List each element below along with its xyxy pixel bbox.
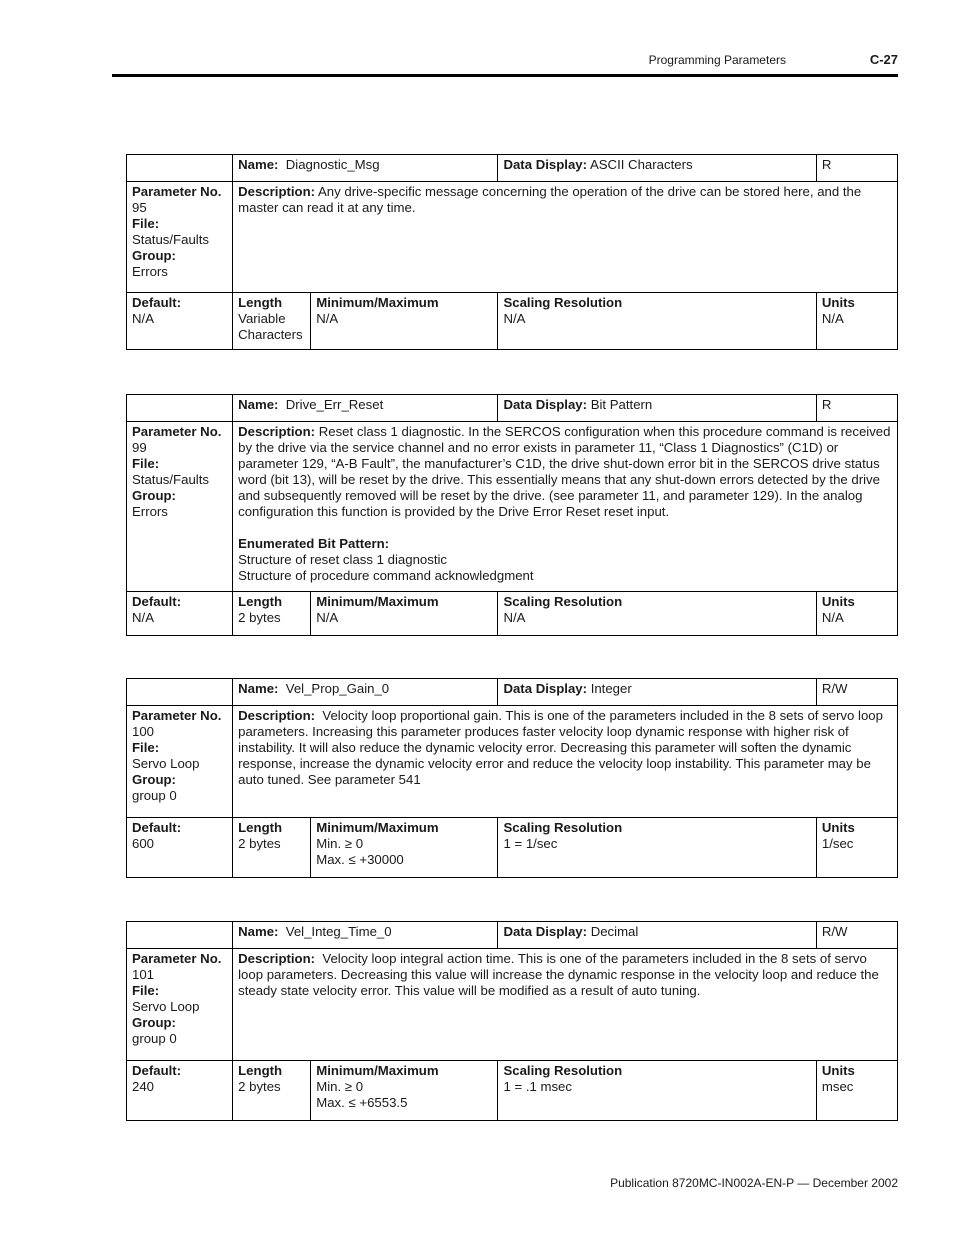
default-label: Default: (132, 820, 182, 835)
scaling-label: Scaling Resolution (503, 820, 623, 835)
scaling-cell (498, 592, 816, 636)
group-label: Group: (132, 248, 176, 263)
default-label: Default: (132, 1063, 182, 1078)
description-cell (233, 949, 898, 1061)
min-max-label: Minimum/Maximum (316, 1063, 439, 1078)
data-display-cell (498, 395, 816, 422)
description-label: Description: (238, 184, 316, 199)
description-cell (233, 706, 898, 818)
data-display-cell (498, 155, 816, 182)
units-cell (816, 1061, 897, 1121)
min-max-cell (311, 592, 498, 636)
default-cell (127, 818, 233, 878)
data-display-value: Decimal (590, 924, 639, 939)
min-max-value: N/A (316, 311, 339, 326)
description-text: Velocity loop proportional gain. This is one of the parameters included in the 8 sets of servo loop parameters. Increasing this parameter produces faster velocity loop dynamic response with higher risk of instability. It will also reduce the dynamic velocity error. Decreasing this parameter will soften the dynamic response, increase the dynamic velocity error and reduce the velocity loop instability. This parameter may be auto tuned. See parameter 541 (238, 708, 883, 787)
group-value: Errors (132, 264, 168, 279)
name-label: Name: (238, 157, 279, 172)
data-display-label: Data Display: (503, 924, 588, 939)
default-cell (127, 1061, 233, 1121)
access-cell: R (816, 155, 897, 182)
page-header (112, 50, 898, 70)
length-value: Characters (238, 327, 303, 342)
min-max-cell (311, 1061, 498, 1121)
units-value: N/A (821, 610, 844, 625)
min-value: Min. ≥ 0 (316, 1079, 364, 1094)
default-cell (127, 592, 233, 636)
data-display-cell (498, 679, 816, 706)
parameter-no-label: Parameter No. (132, 424, 222, 439)
scaling-label: Scaling Resolution (503, 295, 623, 310)
scaling-value: N/A (503, 311, 526, 326)
enumerated-bit-pattern-label: Enumerated Bit Pattern: (238, 536, 390, 551)
param-info-cell (127, 949, 233, 1061)
length-cell (233, 592, 311, 636)
default-value: N/A (132, 311, 154, 326)
data-display-cell (498, 922, 816, 949)
parameter-table-99 (126, 394, 898, 636)
empty-cell (127, 155, 233, 182)
min-max-cell (311, 293, 498, 350)
scaling-value: 1 = 1/sec (503, 836, 558, 851)
section-title: Programming Parameters (648, 53, 786, 67)
access-cell: R/W (816, 679, 897, 706)
units-value: 1/sec (821, 836, 854, 851)
scaling-label: Scaling Resolution (503, 594, 623, 609)
parameter-table-101 (126, 921, 898, 1121)
data-display-label: Data Display: (503, 397, 588, 412)
name-cell (233, 922, 498, 949)
parameter-no-value: 99 (132, 440, 147, 455)
length-label: Length (238, 295, 283, 310)
group-value: group 0 (132, 1031, 177, 1046)
parameter-no-label: Parameter No. (132, 708, 222, 723)
file-label: File: (132, 740, 160, 755)
units-cell (816, 293, 897, 350)
units-value: N/A (821, 311, 844, 326)
default-value: 600 (132, 836, 155, 851)
param-name: Diagnostic_Msg (285, 157, 380, 172)
length-label: Length (238, 594, 283, 609)
file-label: File: (132, 216, 160, 231)
min-max-label: Minimum/Maximum (316, 820, 439, 835)
group-label: Group: (132, 488, 176, 503)
parameter-table-95 (126, 154, 898, 350)
description-label: Description: (238, 951, 316, 966)
length-value: Variable (238, 311, 286, 326)
parameter-no-value: 100 (132, 724, 155, 739)
file-label: File: (132, 456, 160, 471)
bit-pattern-item: Structure of procedure command acknowledgment (238, 568, 534, 583)
description-text: Reset class 1 diagnostic. In the SERCOS configuration when this procedure command is received by the drive via the service channel and no error exists in parameter 11, “Class 1 Diagnostics” (C1D) or parameter 129, “A-B Fault”, the manufacturer’s C1D, the drive shut-down error bit in the SERCOS drive status word (bit 13), will be reset by the drive. This essentially means that any shut-down errors detected by the drive and subsequently removed will be reset by the drive. (see parameter 11, and parameter 129). In the analog configuration this function is provided by the Drive Error Reset reset input. (238, 424, 891, 519)
param-info-cell (127, 182, 233, 293)
data-display-value: ASCII Characters (589, 157, 693, 172)
default-label: Default: (132, 594, 182, 609)
file-label: File: (132, 983, 160, 998)
header-rule (112, 74, 898, 77)
length-cell (233, 818, 311, 878)
name-label: Name: (238, 924, 279, 939)
units-cell (816, 592, 897, 636)
length-cell (233, 293, 311, 350)
param-info-cell (127, 706, 233, 818)
empty-cell (127, 395, 233, 422)
description-label: Description: (238, 424, 316, 439)
data-display-value: Integer (590, 681, 632, 696)
scaling-value: N/A (503, 610, 526, 625)
units-label: Units (821, 594, 855, 609)
length-cell (233, 1061, 311, 1121)
parameter-no-value: 95 (132, 200, 147, 215)
parameter-no-label: Parameter No. (132, 184, 222, 199)
page-number: C-27 (869, 52, 898, 67)
file-value: Status/Faults (132, 232, 209, 247)
description-cell (233, 422, 898, 592)
length-value: 2 bytes (238, 610, 281, 625)
max-value: Max. ≤ +30000 (316, 852, 404, 867)
description-label: Description: (238, 708, 316, 723)
empty-cell (127, 922, 233, 949)
description-text: Any drive-specific message concerning the operation of the drive can be stored here, and the master can read it at any time. (238, 184, 862, 215)
default-label: Default: (132, 295, 182, 310)
length-label: Length (238, 820, 283, 835)
scaling-cell (498, 818, 816, 878)
default-value: 240 (132, 1079, 155, 1094)
name-cell (233, 679, 498, 706)
length-value: 2 bytes (238, 836, 281, 851)
group-label: Group: (132, 772, 176, 787)
empty-cell (127, 679, 233, 706)
group-value: Errors (132, 504, 168, 519)
min-max-label: Minimum/Maximum (316, 295, 439, 310)
data-display-value: Bit Pattern (590, 397, 653, 412)
parameter-no-label: Parameter No. (132, 951, 222, 966)
scaling-value: 1 = .1 msec (503, 1079, 572, 1094)
length-value: 2 bytes (238, 1079, 281, 1094)
max-value: Max. ≤ +6553.5 (316, 1095, 408, 1110)
publication-footer: Publication 8720MC-IN002A-EN-P — December 2002 (610, 1176, 898, 1190)
length-label: Length (238, 1063, 283, 1078)
param-name: Drive_Err_Reset (285, 397, 384, 412)
min-max-cell (311, 818, 498, 878)
parameter-no-value: 101 (132, 967, 155, 982)
param-name: Vel_Integ_Time_0 (285, 924, 392, 939)
min-value: Min. ≥ 0 (316, 836, 364, 851)
name-cell (233, 155, 498, 182)
data-display-label: Data Display: (503, 157, 588, 172)
min-max-label: Minimum/Maximum (316, 594, 439, 609)
param-name: Vel_Prop_Gain_0 (285, 681, 390, 696)
min-max-value: N/A (316, 610, 339, 625)
group-value: group 0 (132, 788, 177, 803)
param-info-cell (127, 422, 233, 592)
name-label: Name: (238, 681, 279, 696)
scaling-cell (498, 1061, 816, 1121)
units-value: msec (821, 1079, 854, 1094)
bit-pattern-item: Structure of reset class 1 diagnostic (238, 552, 448, 567)
file-value: Servo Loop (132, 756, 200, 771)
access-cell: R/W (816, 922, 897, 949)
name-cell (233, 395, 498, 422)
units-cell (816, 818, 897, 878)
description-cell (233, 182, 898, 293)
access-cell: R (816, 395, 897, 422)
default-cell (127, 293, 233, 350)
units-label: Units (821, 295, 855, 310)
description-text: Velocity loop integral action time. This is one of the parameters included in the 8 sets of servo loop parameters. Decreasing this value will increase the dynamic response in the velocity loop and reduce the steady state velocity error. This value will be modified as a result of auto tuning. (238, 951, 879, 998)
scaling-label: Scaling Resolution (503, 1063, 623, 1078)
units-label: Units (821, 820, 855, 835)
group-label: Group: (132, 1015, 176, 1030)
parameter-table-100 (126, 678, 898, 878)
scaling-cell (498, 293, 816, 350)
file-value: Servo Loop (132, 999, 200, 1014)
default-value: N/A (132, 610, 154, 625)
name-label: Name: (238, 397, 279, 412)
data-display-label: Data Display: (503, 681, 588, 696)
file-value: Status/Faults (132, 472, 209, 487)
units-label: Units (821, 1063, 855, 1078)
